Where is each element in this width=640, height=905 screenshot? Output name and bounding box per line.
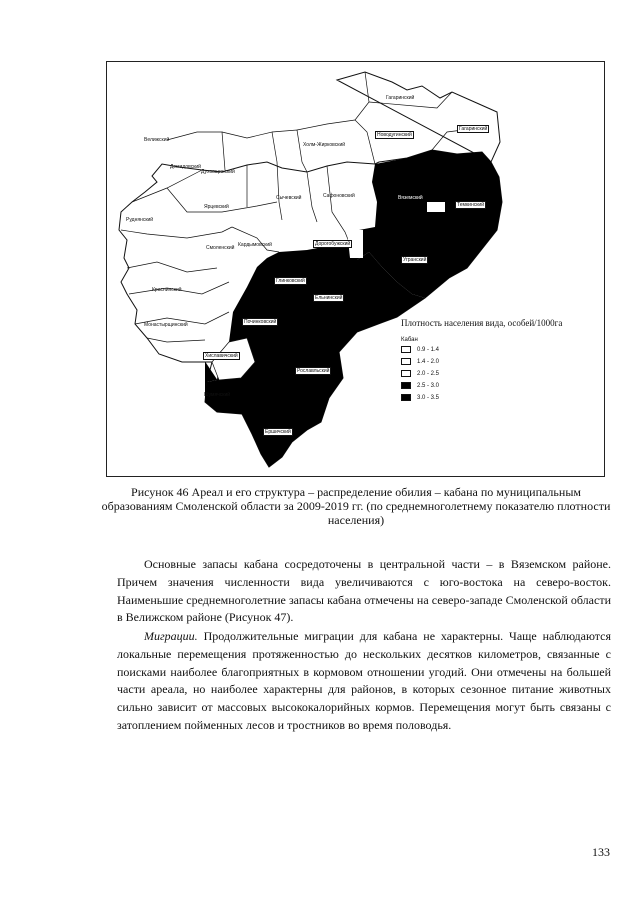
label-velizhsky: Велижский — [144, 137, 170, 143]
legend-swatch — [401, 382, 411, 389]
legend-item — [401, 380, 596, 391]
legend-item — [401, 344, 596, 355]
label-shumyachsky: Шумячский — [204, 392, 231, 398]
label-dukhovshchinsky: Духовщинский — [201, 169, 235, 175]
label-temkinsky: Темкинский — [457, 202, 485, 208]
page-number: 133 — [592, 845, 610, 859]
label-pochinkovsky: Починковский — [244, 319, 277, 325]
label-monastyrshchinsky: Монастырщинский — [144, 322, 188, 328]
label-dorogobuzhsky: Дорогобужский — [315, 241, 351, 247]
legend-item — [401, 392, 596, 403]
paragraph-migrations — [117, 628, 611, 735]
legend-title: Плотность населения вида, особей/1000га — [401, 318, 563, 328]
paragraph-body: Продолжительные миграции для кабана не характерны. Чаще наблюдаются локальные перемещения протяженностью до нескольких десятков километров, связанные с поисками наиболее благоприятных в кормовом отношении угодий. Они отмечены на большей части ареала, но наиболее характерны для районов, в которых сезонное питание животных сильно зависит от массовых высококалорийных кормов. Перемещения могут быть связаны с затоплением пойменных лесов и тростников во время половодья. — [117, 629, 611, 732]
label-gagarinsky-east: Гагаринский — [459, 126, 488, 132]
label-kardymovsky: Кардымовский — [238, 242, 272, 248]
map-figure — [106, 61, 605, 477]
legend-swatch — [401, 358, 411, 365]
region-map — [107, 62, 604, 476]
label-sychevsky: Сычевский — [276, 195, 302, 201]
legend-label: 2.5 - 3.0 — [417, 382, 440, 389]
legend-item — [401, 356, 596, 367]
label-safonovsky: Сафоновский — [323, 193, 355, 199]
legend-swatch — [401, 394, 411, 401]
label-krasninsky: Краснинский — [152, 287, 182, 293]
label-roslavlsky: Рославльский — [297, 368, 330, 374]
label-yartsevsky: Ярцевский — [204, 204, 229, 210]
label-demidovsky: Демидовский — [170, 164, 201, 170]
legend-species: Кабан — [401, 337, 418, 343]
legend-swatch — [401, 370, 411, 377]
label-smolensky: Смоленский — [206, 245, 235, 251]
label-vyazemsky: Вяземский — [398, 195, 423, 201]
figure-caption: Рисунок 46 Ареал и его структура – распределение обилия – кабана по муниципальным образованиям Смоленской области за 2009-2019 гг. (по среднемноголетнему показателю плотности населения) — [101, 485, 611, 527]
label-ershichsky: Ершичский — [265, 429, 291, 435]
label-gagarinsky: Гагаринский — [386, 95, 415, 101]
label-glinkovsky: Глинковский — [276, 278, 305, 284]
paragraph-lead: Миграции. — [144, 629, 198, 643]
label-kholm-zhirkovsky: Холм-Жирковский — [303, 142, 346, 148]
legend-label: 1.4 - 2.0 — [417, 358, 440, 365]
legend-item — [401, 368, 596, 379]
label-ugransky: Угранский — [403, 257, 427, 263]
label-khislavichsky: Хиславичский — [205, 353, 238, 359]
paragraph-main: Основные запасы кабана сосредоточены в центральной части – в Вяземском районе. Причем значения численности вида увеличиваются с юго-востока на северо-восток. Наименьшие среднемноголетние запасы кабана отмечены на северо-западе Смоленской области в Велижском районе (Рисунок 47). — [117, 557, 611, 625]
map-legend — [401, 318, 596, 403]
label-novoduginsky: Новодугинский — [377, 132, 412, 138]
legend-label: 2.0 - 2.5 — [417, 370, 440, 377]
legend-label: 0.9 - 1.4 — [417, 346, 440, 353]
label-rudnyansky: Руднянский — [126, 217, 154, 223]
label-elninsky: Ельнинский — [315, 295, 343, 301]
legend-label: 3.0 - 3.5 — [417, 394, 440, 401]
legend-swatch — [401, 346, 411, 353]
